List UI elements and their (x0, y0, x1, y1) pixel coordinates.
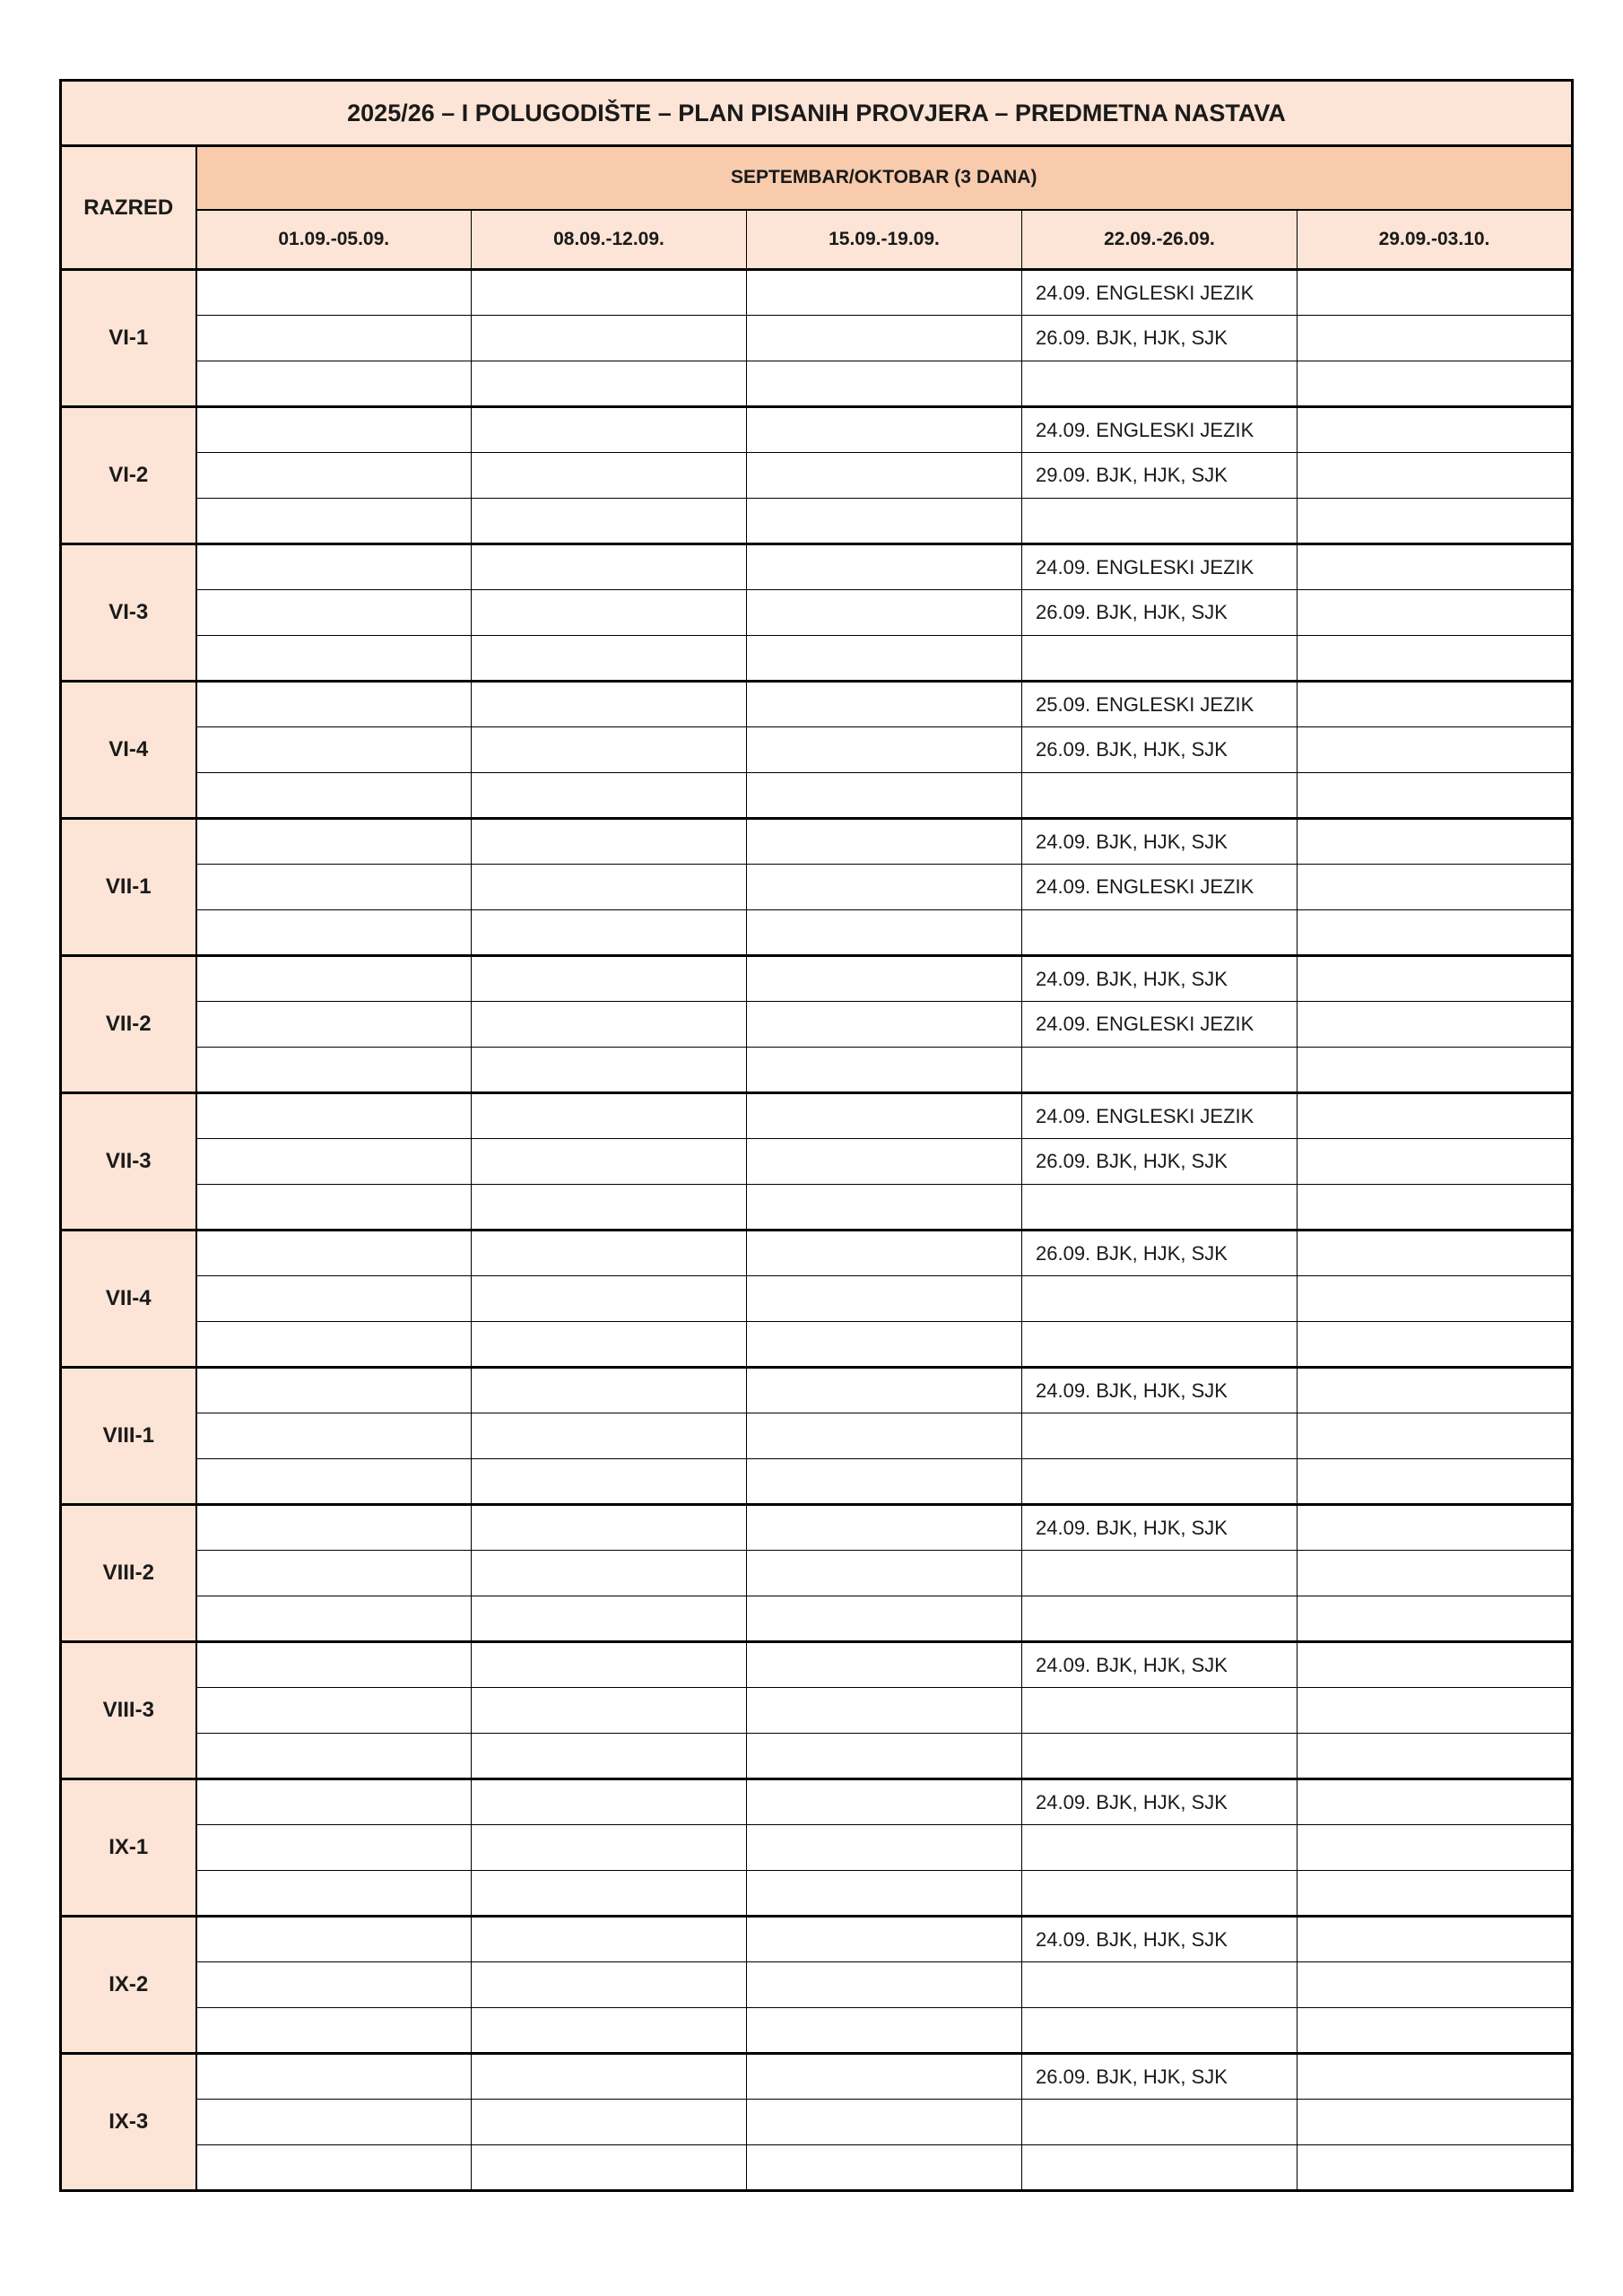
class-label: VIII-1 (61, 1368, 196, 1505)
schedule-cell (196, 2100, 472, 2145)
class-label: VI-3 (61, 544, 196, 682)
schedule-cell (472, 865, 747, 910)
table-row (61, 1322, 1573, 1368)
schedule-cell (472, 316, 747, 361)
schedule-cell (196, 1825, 472, 1871)
schedule-cell (196, 1871, 472, 1917)
schedule-cell (196, 407, 472, 453)
schedule-cell (747, 1825, 1022, 1871)
schedule-cell (747, 1734, 1022, 1779)
table-row (61, 682, 1573, 727)
schedule-cell (747, 636, 1022, 682)
table-row (61, 1185, 1573, 1231)
table-row (61, 956, 1573, 1002)
schedule-cell: 24.09. ENGLESKI JEZIK (1022, 865, 1298, 910)
table-row (61, 1368, 1573, 1413)
schedule-cell (472, 1688, 747, 1734)
schedule-cell (1298, 1139, 1573, 1185)
schedule-cell (196, 819, 472, 865)
schedule-cell (1298, 1093, 1573, 1139)
schedule-cell (472, 1185, 747, 1231)
schedule-cell (1298, 1688, 1573, 1734)
schedule-cell (472, 590, 747, 636)
schedule-cell (1022, 2100, 1298, 2145)
schedule-cell: 24.09. ENGLESKI JEZIK (1022, 407, 1298, 453)
schedule-cell (196, 1002, 472, 1048)
schedule-cell (196, 1368, 472, 1413)
schedule-cell (747, 1093, 1022, 1139)
month-header: SEPTEMBAR/OKTOBAR (3 DANA) (196, 146, 1573, 210)
table-row (61, 910, 1573, 956)
schedule-cell (196, 1688, 472, 1734)
schedule-cell (1298, 1734, 1573, 1779)
table-row (61, 1962, 1573, 2008)
schedule-cell: 25.09. ENGLESKI JEZIK (1022, 682, 1298, 727)
schedule-cell (472, 1962, 747, 2008)
schedule-cell (1298, 682, 1573, 727)
schedule-cell (196, 1413, 472, 1459)
schedule-cell (1298, 1551, 1573, 1596)
schedule-cell (1022, 2008, 1298, 2054)
schedule-cell (472, 636, 747, 682)
schedule-cell (747, 2008, 1022, 2054)
schedule-cell (1298, 1048, 1573, 1093)
schedule-cell (747, 1322, 1022, 1368)
schedule-cell (472, 1642, 747, 1688)
schedule-cell (196, 682, 472, 727)
class-label: IX-3 (61, 2054, 196, 2191)
schedule-cell (747, 682, 1022, 727)
schedule-cell (747, 407, 1022, 453)
class-label: VI-2 (61, 407, 196, 544)
schedule-cell (472, 1459, 747, 1505)
table-row (61, 1231, 1573, 1276)
table-row (61, 270, 1573, 316)
schedule-cell (1022, 1048, 1298, 1093)
schedule-cell (196, 453, 472, 499)
table-row (61, 1642, 1573, 1688)
schedule-cell (1022, 1459, 1298, 1505)
schedule-cell (472, 453, 747, 499)
schedule-cell (196, 910, 472, 956)
schedule-cell: 24.09. BJK, HJK, SJK (1022, 1917, 1298, 1962)
schedule-cell (472, 1551, 747, 1596)
schedule-cell (196, 1093, 472, 1139)
schedule-cell (1022, 1688, 1298, 1734)
schedule-cell (747, 1779, 1022, 1825)
schedule-cell (1298, 361, 1573, 407)
schedule-cell (472, 1322, 747, 1368)
schedule-cell (1022, 1962, 1298, 2008)
table-row (61, 1505, 1573, 1551)
schedule-cell (196, 544, 472, 590)
schedule-cell (472, 2145, 747, 2191)
schedule-cell (196, 636, 472, 682)
schedule-cell (1298, 1322, 1573, 1368)
schedule-cell (196, 1322, 472, 1368)
schedule-cell (196, 1917, 472, 1962)
schedule-cell (472, 1002, 747, 1048)
table-row (61, 1734, 1573, 1779)
schedule-cell (747, 1185, 1022, 1231)
schedule-cell (472, 819, 747, 865)
schedule-cell (1298, 636, 1573, 682)
schedule-cell (196, 590, 472, 636)
schedule-cell (747, 544, 1022, 590)
schedule-cell (747, 1688, 1022, 1734)
schedule-cell (747, 2145, 1022, 2191)
schedule-cell (1298, 865, 1573, 910)
schedule-cell (196, 1276, 472, 1322)
schedule-cell (1298, 1231, 1573, 1276)
schedule-cell (1022, 773, 1298, 819)
schedule-cell (1298, 773, 1573, 819)
schedule-cell (1022, 1596, 1298, 1642)
schedule-cell (1022, 910, 1298, 956)
schedule-cell (1298, 590, 1573, 636)
schedule-cell (1298, 1917, 1573, 1962)
schedule-cell (472, 1368, 747, 1413)
schedule-cell (747, 361, 1022, 407)
schedule-cell: 26.09. BJK, HJK, SJK (1022, 2054, 1298, 2100)
schedule-cell (747, 316, 1022, 361)
table-row (61, 316, 1573, 361)
table-row (61, 636, 1573, 682)
schedule-cell (747, 1505, 1022, 1551)
schedule-cell: 26.09. BJK, HJK, SJK (1022, 1139, 1298, 1185)
table-row (61, 727, 1573, 773)
schedule-cell (196, 499, 472, 544)
class-label: VII-1 (61, 819, 196, 956)
schedule-cell (1298, 1459, 1573, 1505)
class-label: VIII-2 (61, 1505, 196, 1642)
schedule-cell (472, 956, 747, 1002)
schedule-cell (472, 1734, 747, 1779)
schedule-cell (196, 361, 472, 407)
week-header: 15.09.-19.09. (747, 210, 1022, 270)
table-row (61, 2054, 1573, 2100)
schedule-cell (196, 2145, 472, 2191)
schedule-cell (472, 1825, 747, 1871)
schedule-cell (1298, 1505, 1573, 1551)
table-row (61, 1413, 1573, 1459)
table-row (61, 544, 1573, 590)
schedule-cell (472, 1048, 747, 1093)
schedule-cell (1298, 1642, 1573, 1688)
schedule-cell (747, 590, 1022, 636)
schedule-cell (472, 407, 747, 453)
schedule-cell (1298, 1002, 1573, 1048)
schedule-cell: 26.09. BJK, HJK, SJK (1022, 1231, 1298, 1276)
schedule-cell (196, 1139, 472, 1185)
schedule-cell (1022, 1871, 1298, 1917)
table-row (61, 865, 1573, 910)
table-row (61, 407, 1573, 453)
schedule-cell (1022, 1276, 1298, 1322)
schedule-cell (747, 1368, 1022, 1413)
schedule-cell (472, 1917, 747, 1962)
table-row (61, 1139, 1573, 1185)
schedule-cell: 24.09. ENGLESKI JEZIK (1022, 270, 1298, 316)
table-row (61, 1688, 1573, 1734)
schedule-cell (472, 544, 747, 590)
class-label: IX-2 (61, 1917, 196, 2054)
table-row (61, 1825, 1573, 1871)
schedule-cell (196, 1459, 472, 1505)
schedule-cell (472, 361, 747, 407)
class-label: IX-1 (61, 1779, 196, 1917)
schedule-cell: 26.09. BJK, HJK, SJK (1022, 727, 1298, 773)
schedule-cell (196, 1734, 472, 1779)
schedule-cell (1298, 2008, 1573, 2054)
class-label: VII-3 (61, 1093, 196, 1231)
schedule-cell: 24.09. ENGLESKI JEZIK (1022, 1002, 1298, 1048)
table-row (61, 1093, 1573, 1139)
schedule-cell (1298, 956, 1573, 1002)
schedule-cell (747, 2054, 1022, 2100)
schedule-cell (1298, 727, 1573, 773)
schedule-cell: 24.09. ENGLESKI JEZIK (1022, 1093, 1298, 1139)
schedule-cell (1298, 2100, 1573, 2145)
schedule-cell (1298, 1185, 1573, 1231)
schedule-cell (196, 270, 472, 316)
schedule-cell (196, 1551, 472, 1596)
class-label: VII-2 (61, 956, 196, 1093)
week-header: 01.09.-05.09. (196, 210, 472, 270)
table-row (61, 1596, 1573, 1642)
table-row (61, 2100, 1573, 2145)
schedule-cell (196, 316, 472, 361)
schedule-cell (472, 727, 747, 773)
schedule-cell (1298, 2145, 1573, 2191)
schedule-cell (747, 453, 1022, 499)
schedule-cell (747, 1596, 1022, 1642)
table-row (61, 1002, 1573, 1048)
schedule-cell (1022, 499, 1298, 544)
schedule-cell: 24.09. BJK, HJK, SJK (1022, 1368, 1298, 1413)
schedule-cell (472, 773, 747, 819)
week-header: 08.09.-12.09. (472, 210, 747, 270)
test-schedule-table (59, 79, 1574, 2192)
schedule-cell (747, 270, 1022, 316)
schedule-cell (1298, 1368, 1573, 1413)
table-row (61, 1276, 1573, 1322)
schedule-cell (1298, 1962, 1573, 2008)
schedule-cell (1022, 1825, 1298, 1871)
schedule-cell (196, 1779, 472, 1825)
table-row (61, 2008, 1573, 2054)
schedule-cell (1298, 819, 1573, 865)
table-row (61, 1871, 1573, 1917)
schedule-cell (1298, 910, 1573, 956)
schedule-cell: 26.09. BJK, HJK, SJK (1022, 316, 1298, 361)
table-row (61, 2145, 1573, 2191)
schedule-cell (472, 910, 747, 956)
schedule-cell (472, 1413, 747, 1459)
schedule-cell (747, 956, 1022, 1002)
schedule-cell (747, 1962, 1022, 2008)
schedule-body (61, 270, 1573, 2191)
table-row (61, 773, 1573, 819)
schedule-cell (1022, 1551, 1298, 1596)
schedule-cell: 24.09. ENGLESKI JEZIK (1022, 544, 1298, 590)
class-label: VII-4 (61, 1231, 196, 1368)
schedule-cell (1298, 499, 1573, 544)
schedule-cell (196, 1505, 472, 1551)
schedule-cell (1298, 316, 1573, 361)
table-row (61, 1459, 1573, 1505)
table-row (61, 590, 1573, 636)
table-row (61, 499, 1573, 544)
schedule-cell: 26.09. BJK, HJK, SJK (1022, 590, 1298, 636)
week-header: 29.09.-03.10. (1298, 210, 1573, 270)
schedule-cell (472, 2008, 747, 2054)
schedule-cell (1022, 1734, 1298, 1779)
schedule-cell (1022, 1413, 1298, 1459)
class-label: VIII-3 (61, 1642, 196, 1779)
schedule-cell (747, 1231, 1022, 1276)
schedule-cell (472, 1596, 747, 1642)
week-header: 22.09.-26.09. (1022, 210, 1298, 270)
schedule-cell (747, 1276, 1022, 1322)
schedule-cell (1298, 1871, 1573, 1917)
schedule-cell: 24.09. BJK, HJK, SJK (1022, 1779, 1298, 1825)
schedule-cell (472, 2054, 747, 2100)
schedule-cell: 24.09. BJK, HJK, SJK (1022, 1642, 1298, 1688)
schedule-cell (747, 727, 1022, 773)
schedule-cell (1022, 2145, 1298, 2191)
schedule-cell (1022, 636, 1298, 682)
page-title: 2025/26 – I POLUGODIŠTE – PLAN PISANIH PROVJERA – PREDMETNA NASTAVA (61, 81, 1573, 146)
schedule-cell (747, 910, 1022, 956)
schedule-cell: 24.09. BJK, HJK, SJK (1022, 1505, 1298, 1551)
schedule-cell (1298, 1825, 1573, 1871)
schedule-cell (196, 956, 472, 1002)
schedule-cell (196, 1185, 472, 1231)
schedule-cell (1298, 270, 1573, 316)
schedule-cell (747, 1139, 1022, 1185)
schedule-cell (196, 2054, 472, 2100)
schedule-cell (1298, 1596, 1573, 1642)
schedule-cell (1298, 2054, 1573, 2100)
class-label: VI-1 (61, 270, 196, 407)
schedule-cell (472, 1871, 747, 1917)
schedule-cell (472, 682, 747, 727)
schedule-cell (196, 2008, 472, 2054)
table-row (61, 1551, 1573, 1596)
schedule-cell (747, 1048, 1022, 1093)
schedule-cell (472, 499, 747, 544)
schedule-cell (747, 1413, 1022, 1459)
schedule-cell (1298, 1276, 1573, 1322)
schedule-cell (196, 1596, 472, 1642)
schedule-cell (747, 773, 1022, 819)
schedule-cell (1298, 1779, 1573, 1825)
schedule-cell (747, 1459, 1022, 1505)
schedule-cell: 29.09. BJK, HJK, SJK (1022, 453, 1298, 499)
schedule-cell (747, 1002, 1022, 1048)
table-row (61, 1048, 1573, 1093)
schedule-cell (196, 727, 472, 773)
schedule-cell (747, 499, 1022, 544)
table-row (61, 361, 1573, 407)
razred-header: RAZRED (61, 146, 196, 270)
schedule-cell (472, 2100, 747, 2145)
schedule-cell (472, 1779, 747, 1825)
schedule-cell: 24.09. BJK, HJK, SJK (1022, 819, 1298, 865)
schedule-cell (472, 1276, 747, 1322)
class-label: VI-4 (61, 682, 196, 819)
schedule-cell (196, 773, 472, 819)
schedule-cell (1298, 1413, 1573, 1459)
schedule-cell: 24.09. BJK, HJK, SJK (1022, 956, 1298, 1002)
schedule-cell (1298, 544, 1573, 590)
schedule-cell (747, 865, 1022, 910)
schedule-cell (1298, 407, 1573, 453)
schedule-cell (747, 1551, 1022, 1596)
schedule-cell (196, 1048, 472, 1093)
schedule-cell (747, 1642, 1022, 1688)
schedule-cell (196, 1231, 472, 1276)
schedule-cell (472, 1093, 747, 1139)
schedule-cell (747, 1871, 1022, 1917)
schedule-cell (472, 1505, 747, 1551)
schedule-cell (747, 819, 1022, 865)
table-row (61, 1779, 1573, 1825)
schedule-cell (196, 865, 472, 910)
schedule-cell (747, 2100, 1022, 2145)
schedule-cell (472, 1139, 747, 1185)
table-row (61, 453, 1573, 499)
schedule-cell (1022, 1322, 1298, 1368)
table-row (61, 1917, 1573, 1962)
schedule-cell (472, 1231, 747, 1276)
schedule-cell (1022, 1185, 1298, 1231)
schedule-cell (1298, 453, 1573, 499)
schedule-cell (196, 1642, 472, 1688)
schedule-cell (1022, 361, 1298, 407)
table-row (61, 819, 1573, 865)
schedule-cell (472, 270, 747, 316)
schedule-cell (747, 1917, 1022, 1962)
schedule-cell (196, 1962, 472, 2008)
